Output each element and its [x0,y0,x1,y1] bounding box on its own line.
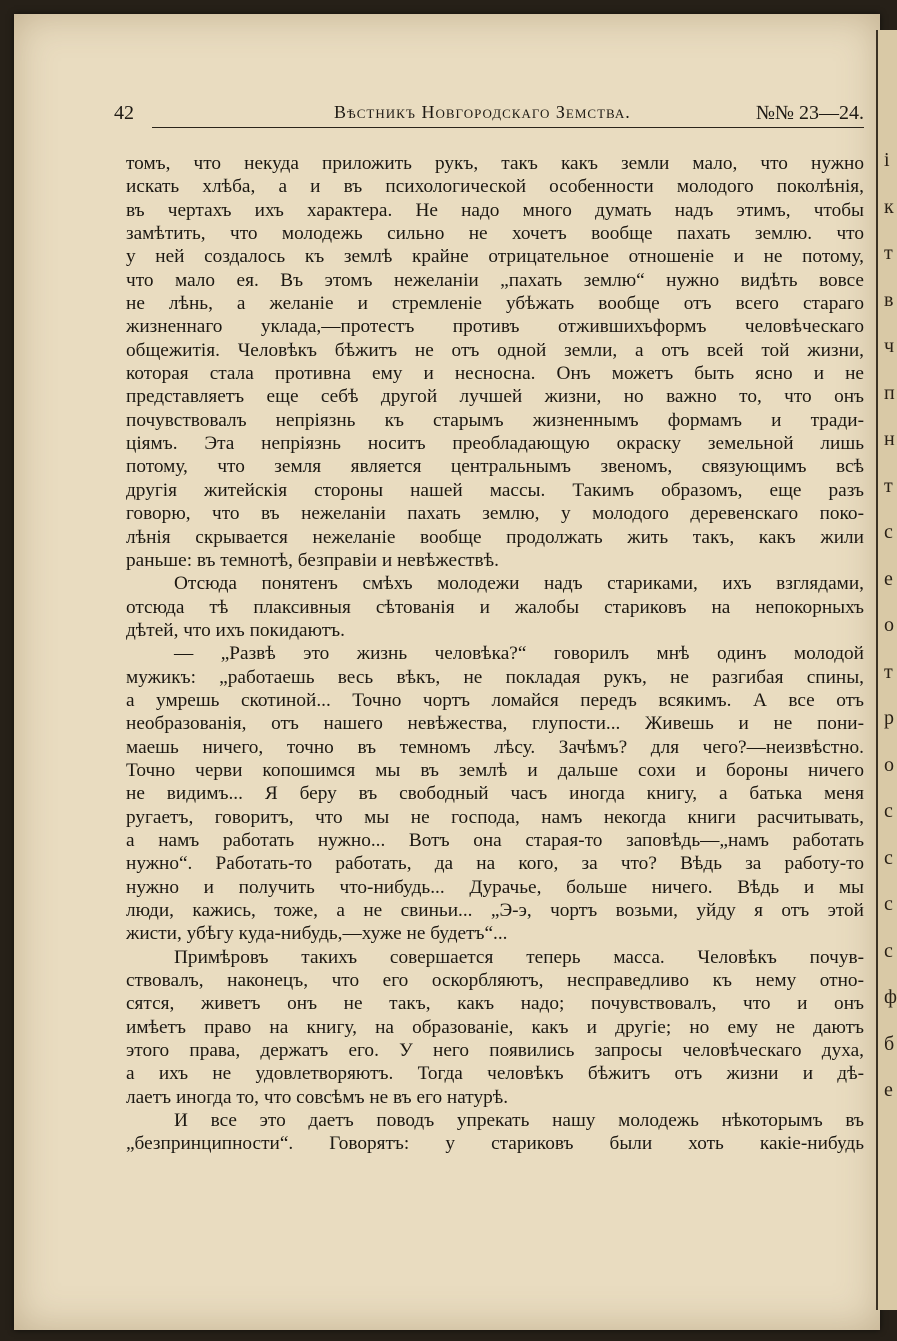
edge-letter: б [884,1032,895,1055]
text-line: Примѣровъ такихъ совершается теперь масса. Человѣкъ почув- [174,946,864,968]
text-line: а умрешь скотиной... Точно чортъ ломайся передъ всякимъ. А все отъ [126,689,864,711]
edge-letter: е [884,1079,893,1101]
journal-title: Вѣстникъ Новгородскаго Земства. [334,102,631,122]
text-line: потому, что земля является центральнымъ звеномъ, связующимъ всѣ [126,456,864,478]
edge-letter: с [884,521,893,543]
text-line: что мало ея. Въ этомъ нежеланіи „пахать землю“ нужно видѣть вовсе [126,269,864,291]
text-line: Отсюда понятенъ смѣхъ молодежи надъ стариками, ихъ взглядами, [174,573,864,595]
text-line: томъ, что некуда приложить рукъ, такъ какъ земли мало, что нужно [126,153,864,174]
text-line: представляетъ еще себѣ другой лучшей жизни, но важно то, что онъ [126,386,864,408]
edge-letter: с [884,939,893,962]
header-rule [152,127,864,128]
text-line: почувствовалъ непріязнь къ старымъ жизненнымъ формамъ и тради- [126,409,864,431]
text-line: искать хлѣба, а и въ психологической особенности молодого поколѣнія, [126,176,864,198]
text-line: маешь ничего, точно въ темномъ лѣсу. Зачѣмъ? для чего?—неизвѣстно. [126,736,864,758]
text-line: нужно и получить что-нибудь... Дурачье, больше ничего. Вѣдь и мы [126,876,864,898]
edge-letter: е [884,567,893,590]
edge-letter: в [884,288,894,311]
paragraph [126,642,864,945]
text-line: имѣетъ право на книгу, на образованіе, какъ и другіе; но ему не даютъ [126,1016,864,1038]
text-line: необразованія, отъ нашего невѣжества, глупости... Живешь и не пони- [126,713,864,735]
edge-letter: т [884,242,893,264]
edge-letter: т [884,474,893,497]
text-line: „безпринципности“. Говорятъ: у стариковъ были хоть какіе-нибудь [126,1133,864,1155]
text-line: раньше: въ темнотѣ, безправіи и невѣжествѣ. [126,549,499,571]
text-line: другія житейскія стороны нашей массы. Такимъ образомъ, еще разъ [126,479,864,501]
text-line: жисти, убѣгу куда-нибудь,—хуже не будетъ“... [126,923,508,945]
edge-letter: с [884,800,893,822]
text-line: отсюда тѣ плаксивныя сѣтованія и жалобы стариковъ на непокорныхъ [126,596,864,618]
page-number: 42 [114,102,134,124]
text-line: нужно“. Работать-то работать, да на кого, за что? Вѣдь за работу-то [126,853,864,875]
edge-letter: т [884,660,893,683]
paragraph [126,1109,864,1156]
edge-letter: к [884,195,894,218]
text-line: Точно черви копошимся мы въ землѣ и дальше сохи и бороны ничего [126,759,864,781]
text-line: И все это даетъ поводъ упрекать нашу молодежь нѣкоторымъ въ [174,1110,864,1132]
edge-letter: п [884,381,895,404]
text-line: этого права, держатъ его. У него появились запросы человѣческаго духа, [126,1040,864,1062]
paragraph [126,946,864,1109]
text-line: а намъ работать нужно... Вотъ она старая-то заповѣдь—„намъ работать [126,829,864,851]
text-line: дѣтей, что ихъ покидаютъ. [126,619,345,641]
text-line: люди, кажись, тоже, а не свиньи... „Э-э, чортъ возьми, уйду я отъ этой [126,900,864,921]
text-line: ствовалъ, наконецъ, что его оскорбляютъ, несправедливо къ нему отно- [126,970,864,992]
edge-letter: ф [884,986,897,1008]
text-line: а ихъ не удовлетворяютъ. Тогда человѣкъ бѣжитъ отъ жизни и дѣ- [126,1063,864,1085]
text-line: мужикъ: „работаешь весь вѣкъ, не покладая рукъ, не разгибая спины, [126,666,864,688]
text-line: жизненнаго уклада,—протестъ противъ отжившихъформъ человѣческаго [126,316,864,338]
text-line: замѣтить, что молодежь сильно не хочетъ вообще пахать землю. что [126,223,864,245]
text-line: которая стала противна ему и несносна. Онъ можетъ быть ясно и не [126,363,864,385]
text-line: — „Развѣ это жизнь человѣка?“ говорилъ мнѣ одинъ молодой [174,643,864,665]
text-line: ругаетъ, говоритъ, что мы не господа, намъ некогда книги расчитывать, [126,806,864,828]
paragraph [126,572,864,642]
edge-letter: о [884,614,894,636]
text-line: у ней создалось къ землѣ крайне отрицательное отношеніе и не потому, [126,246,864,268]
article-body [126,152,864,1156]
running-header [114,96,864,126]
edge-letter: о [884,753,894,776]
text-line: говорю, что въ нежеланіи пахать землю, у молодого деревенскаго поко- [126,503,864,525]
edge-letter: с [884,893,893,915]
text-line: лѣнія скрывается нежеланіе вообще продолжать жить такъ, какъ жили [126,526,864,548]
text-line: общежитія. Человѣкъ бѣжитъ не отъ одной земли, а отъ всей той жизни, [126,339,864,361]
paragraph [126,152,864,572]
text-line: не видимъ... Я беру въ свободный часъ иногда книгу, а батька меня [126,783,864,805]
text-line: въ чертахъ ихъ характера. Не надо много думать надъ этимъ, чтобы [126,199,864,221]
adjacent-page-edge [876,30,897,1310]
issue-numbers: №№ 23—24. [755,102,864,124]
edge-letter: і [884,149,890,171]
text-line: сятся, живетъ онъ не такъ, какъ надо; почувствовалъ, что и онъ [126,993,864,1015]
text-line: не лѣнь, а желаніе и стремленіе убѣжать вообще отъ всего стараго [126,293,864,315]
edge-letter: н [884,428,895,450]
edge-letter: р [884,707,894,729]
text-line: ціямъ. Эта непріязнь носитъ преобладающую окраску земельной лишь [126,433,864,455]
text-line: лаетъ иногда то, что совсѣмъ не въ его натурѣ. [126,1086,509,1108]
edge-letter: с [884,846,893,869]
edge-letter: ч [884,335,895,357]
